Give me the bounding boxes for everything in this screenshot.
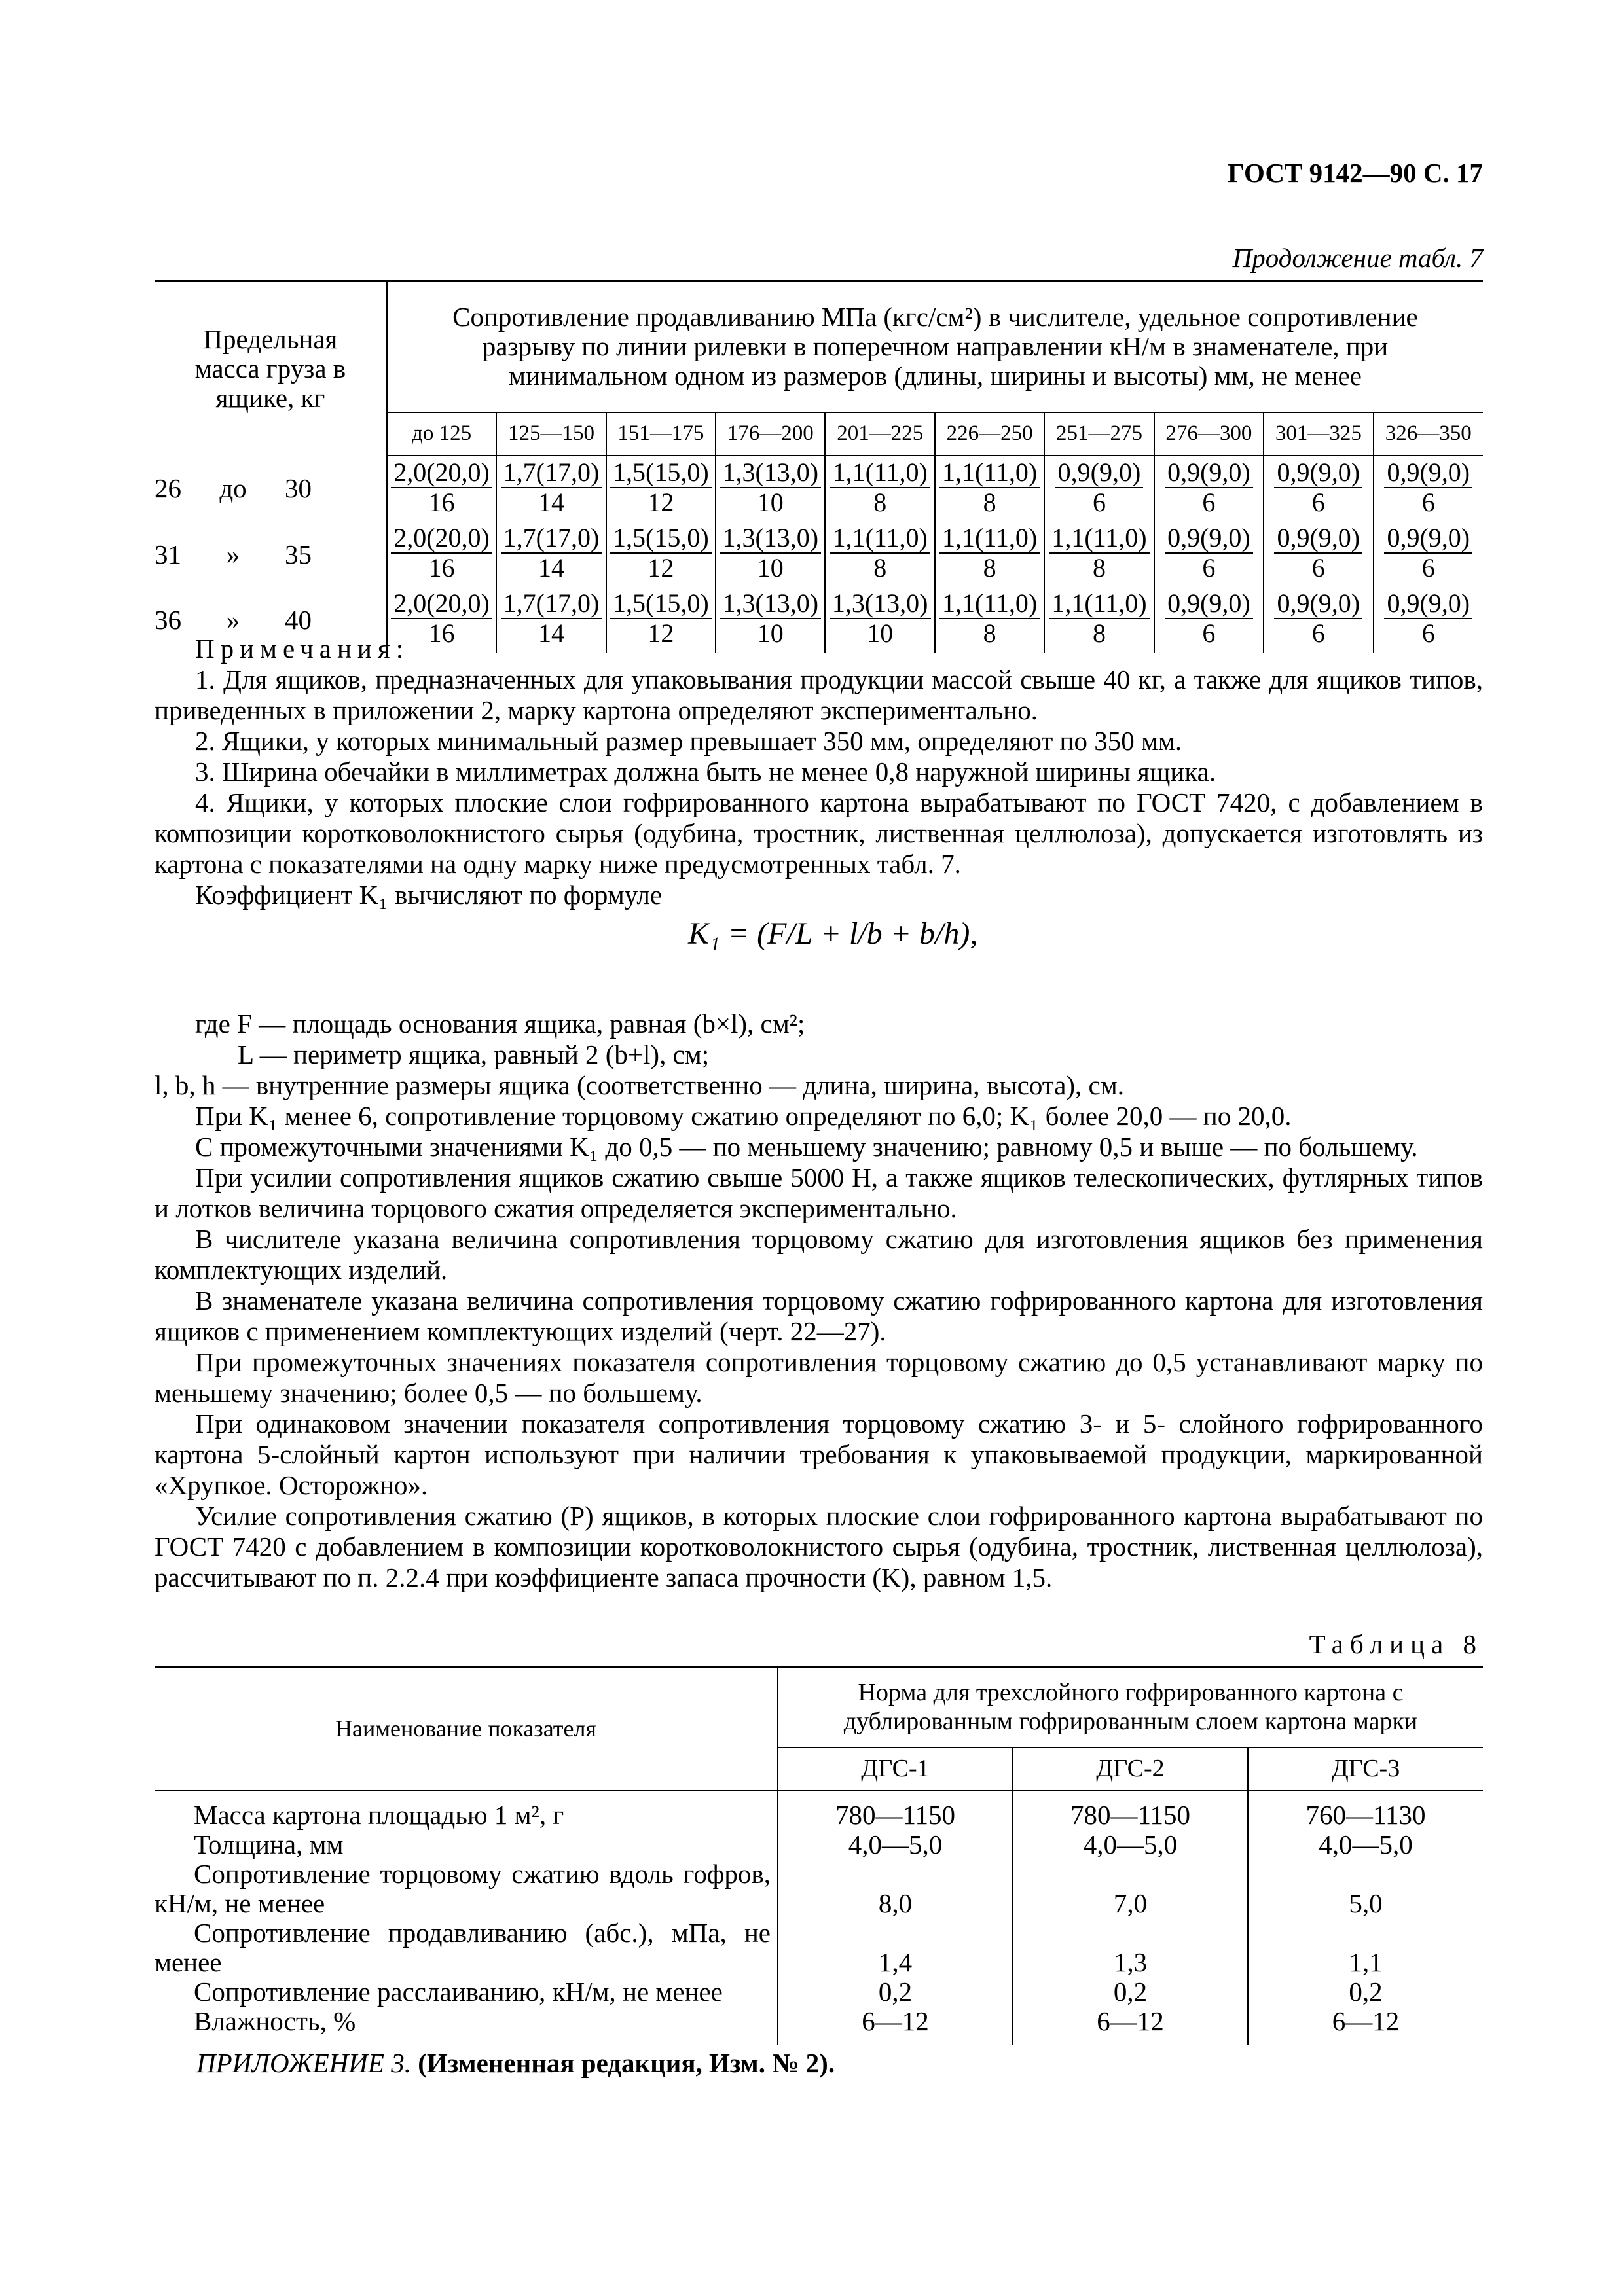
table7-cell	[496, 456, 606, 522]
paragraph-5: В знаменателе указана величина сопротивления торцовому сжатию гофрированного картона для изготовления ящиков с применением комплектующих изделий (черт. 22—27).	[155, 1285, 1483, 1346]
size-col-7: 251—275	[1044, 412, 1154, 456]
mass-from: 36	[155, 604, 181, 635]
mass-range	[155, 456, 387, 522]
indicator-value: 0,2	[778, 1977, 1013, 2007]
denominator: 6	[1092, 488, 1106, 518]
numerator: 1,5(15,0)	[610, 459, 712, 489]
denominator: 8	[873, 488, 887, 518]
numerator: 2,0(20,0)	[391, 459, 492, 489]
notes-title: Примечания:	[195, 634, 410, 664]
fraction-value	[1274, 522, 1362, 583]
size-col-1: до 125	[387, 412, 496, 456]
appendix-text: (Измененная редакция, Изм. № 2).	[418, 2048, 835, 2078]
table8-row	[155, 1918, 1483, 1977]
indicator-name: Масса картона площадью 1 м², г	[155, 1791, 778, 1830]
size-col-2: 125—150	[496, 412, 606, 456]
fraction-value	[720, 522, 821, 583]
indicator-value: 4,0—5,0	[1319, 1829, 1413, 1859]
paragraph-3: При усилии сопротивления ящиков сжатию свыше 5000 Н, а также ящиков телескопических, футлярных типов и лотков величина торцового сжатия определяется экспериментально.	[155, 1162, 1483, 1223]
denominator: 6	[1311, 553, 1325, 583]
fraction-value	[1165, 522, 1253, 583]
table7-cell	[716, 522, 825, 587]
mass-from: 26	[155, 473, 181, 503]
table7-cell	[1264, 456, 1373, 522]
mass-sep: »	[226, 604, 240, 635]
mass-sep: до	[219, 473, 247, 503]
size-col-9: 301—325	[1264, 412, 1373, 456]
table8-row	[155, 1977, 1483, 2007]
indicator-name: Влажность, %	[155, 2007, 778, 2045]
indicator-value: 0,2	[1349, 1977, 1383, 2007]
grade-dgs-3: ДГС-3	[1248, 1748, 1483, 1791]
numerator: 1,1(11,0)	[830, 459, 930, 489]
denominator: 10	[757, 553, 784, 583]
indicator-value: 6—12	[1013, 2007, 1248, 2045]
fraction-value	[501, 459, 602, 517]
note-1: 1. Для ящиков, предназначенных для упаковывания продукции массой свыше 40 кг, а также для ящиков типов, приведенных в приложении 2, марку картона определяют экспериментально.	[155, 664, 1483, 725]
numerator: 2,0(20,0)	[391, 590, 492, 620]
indicator-value: 1,4	[778, 1918, 1013, 1977]
denominator: 14	[538, 488, 564, 518]
mass-from: 31	[155, 539, 181, 569]
denominator: 6	[1311, 619, 1325, 649]
denominator: 8	[873, 553, 887, 583]
fraction-value	[501, 522, 602, 583]
numerator: 1,7(17,0)	[501, 525, 602, 554]
paragraph-4: В числителе указана величина сопротивления торцовому сжатию для изготовления ящиков без применения комплектующих изделий.	[155, 1224, 1483, 1285]
numerator: 1,1(11,0)	[939, 459, 1040, 489]
mass-range	[155, 522, 387, 587]
denominator: 8	[983, 619, 996, 649]
indicator-value: 5,0	[1349, 1888, 1383, 1918]
table7-cell	[1374, 522, 1483, 587]
numerator: 1,3(13,0)	[720, 525, 821, 554]
table8-row	[155, 1791, 1483, 1830]
denominator: 6	[1202, 553, 1216, 583]
mass-sep: »	[226, 539, 240, 569]
fraction-value	[830, 522, 930, 583]
numerator: 1,5(15,0)	[610, 525, 712, 554]
numerator: 2,0(20,0)	[391, 525, 492, 554]
table7-cell	[606, 522, 716, 587]
size-col-8: 276—300	[1154, 412, 1264, 456]
denominator: 12	[647, 619, 674, 649]
indicator-value: 4,0—5,0	[1013, 1830, 1248, 1859]
indicator-value: 760—1130	[1305, 1800, 1426, 1830]
fraction-value	[1055, 459, 1144, 517]
fraction-value	[391, 459, 492, 517]
appendix-note	[196, 2047, 835, 2079]
indicator-value: 7,0	[1013, 1859, 1248, 1918]
indicator-value: 4,0—5,0	[778, 1830, 1013, 1859]
table8-body	[155, 1791, 1483, 2045]
table-8	[155, 1666, 1483, 2045]
table7-cell	[496, 522, 606, 587]
numerator: 1,3(13,0)	[720, 459, 821, 489]
denominator: 10	[867, 619, 894, 649]
denominator: 8	[1093, 619, 1106, 649]
table7-cell	[1374, 456, 1483, 522]
numerator: 1,1(11,0)	[830, 525, 930, 554]
numerator: 0,9(9,0)	[1274, 459, 1362, 489]
numerator: 0,9(9,0)	[1384, 459, 1472, 489]
fraction-value	[1274, 459, 1362, 517]
mass-to: 40	[285, 604, 312, 635]
numerator: 0,9(9,0)	[1384, 525, 1472, 554]
denominator: 6	[1202, 619, 1216, 649]
where-line-3: l, b, h — внутренние размеры ящика (соответственно — длина, ширина, высота), см.	[155, 1070, 1124, 1100]
table7-header-mass: Предельная масса груза в ящике, кг	[155, 281, 387, 456]
fraction-value	[1165, 459, 1253, 517]
fraction-value	[1384, 522, 1472, 583]
formula-k1: K₁ = (F/L + l/b + b/h),	[688, 916, 978, 951]
denominator: 8	[1093, 553, 1106, 583]
fraction-value	[1049, 522, 1149, 583]
notes-section	[155, 634, 1483, 1593]
indicator-value: 780—1150	[1013, 1791, 1248, 1830]
fraction-value	[610, 522, 712, 583]
denominator: 6	[1421, 488, 1435, 518]
denominator: 6	[1311, 488, 1325, 518]
note-2: 2. Ящики, у которых минимальный размер превышает 350 мм, определяют по 350 мм.	[195, 726, 1182, 756]
table7-cell	[387, 456, 496, 522]
numerator: 1,1(11,0)	[1049, 590, 1149, 620]
denominator: 10	[757, 488, 784, 518]
numerator: 1,3(13,0)	[720, 590, 821, 620]
table7-row	[155, 456, 1483, 522]
table8-row	[155, 1859, 1483, 1918]
table-continuation-label: Продолжение табл. 7	[1232, 243, 1483, 273]
fraction-value	[1384, 459, 1472, 517]
table7-cell	[1044, 456, 1154, 522]
numerator: 0,9(9,0)	[1274, 590, 1362, 620]
table7-cell	[1154, 522, 1264, 587]
numerator: 0,9(9,0)	[1055, 459, 1144, 489]
denominator: 10	[757, 619, 784, 649]
page-header: ГОСТ 9142—90 С. 17	[1227, 158, 1483, 188]
denominator: 6	[1202, 488, 1216, 518]
numerator: 0,9(9,0)	[1165, 525, 1253, 554]
size-col-6: 226—250	[935, 412, 1044, 456]
denominator: 14	[538, 553, 564, 583]
table7-cell	[387, 522, 496, 587]
paragraph-2: С промежуточными значениями K₁ до 0,5 — по меньшему значению; равному 0,5 и выше — по большему.	[195, 1132, 1418, 1162]
table8-header-norm: Норма для трехслойного гофрированного картона с дублированным гофрированным слоем картона марки	[778, 1668, 1483, 1748]
table7-cell	[825, 456, 934, 522]
table8-row	[155, 1830, 1483, 1859]
numerator: 1,5(15,0)	[610, 590, 712, 620]
coefficient-intro: Коэффициент K₁ вычисляют по формуле	[195, 880, 663, 910]
indicator-value: 780—1150	[778, 1791, 1013, 1830]
table8-row	[155, 2007, 1483, 2045]
where-line-1: где F — площадь основания ящика, равная (b×l), см²;	[195, 1009, 805, 1039]
mass-to: 35	[285, 539, 312, 569]
numerator: 0,9(9,0)	[1274, 525, 1362, 554]
paragraph-1: При K₁ менее 6, сопротивление торцовому сжатию определяют по 6,0; K₁ более 20,0 — по 20,0.	[195, 1101, 1292, 1131]
indicator-name: Сопротивление расслаиванию, кН/м, не менее	[155, 1977, 778, 2007]
table7-cell	[1044, 522, 1154, 587]
paragraph-6: При промежуточных значениях показателя сопротивления торцовому сжатию до 0,5 устанавливают марку по меньшему значению; более 0,5 — по большему.	[155, 1347, 1483, 1408]
where-line-2: L — периметр ящика, равный 2 (b+l), см;	[238, 1039, 710, 1069]
numerator: 1,7(17,0)	[501, 590, 602, 620]
indicator-name: Толщина, мм	[155, 1830, 778, 1859]
table7-cell	[716, 456, 825, 522]
table7-cell	[606, 456, 716, 522]
table7-cell	[935, 522, 1044, 587]
numerator: 1,1(11,0)	[1049, 525, 1149, 554]
size-col-5: 201—225	[825, 412, 934, 456]
numerator: 0,9(9,0)	[1165, 590, 1253, 620]
indicator-name: Сопротивление продавливанию (абс.), мПа, не менее	[155, 1918, 778, 1977]
table7-cell	[825, 522, 934, 587]
appendix-label: ПРИЛОЖЕНИЕ 3.	[196, 2048, 411, 2078]
denominator: 16	[428, 488, 455, 518]
denominator: 6	[1421, 553, 1435, 583]
table7-cell	[1264, 522, 1373, 587]
indicator-value: 1,3	[1013, 1918, 1248, 1977]
denominator: 8	[983, 488, 996, 518]
denominator: 16	[428, 553, 455, 583]
fraction-value	[610, 459, 712, 517]
indicator-value: 6—12	[1332, 2006, 1400, 2036]
table8-header-name: Наименование показателя	[155, 1668, 778, 1791]
note-3: 3. Ширина обечайки в миллиметрах должна быть не менее 0,8 наружной ширины ящика.	[195, 757, 1216, 787]
numerator: 1,1(11,0)	[939, 590, 1040, 620]
mass-to: 30	[285, 473, 312, 503]
paragraph-8: Усилие сопротивления сжатию (P) ящиков, в которых плоские слои гофрированного картона вырабатывают по ГОСТ 7420 с добавлением в композиции коротковолокнистого сырья (одубина, тростник, лиственная целлюлоза), рассчитывают по п. 2.2.4 при коэффициенте запаса прочности (K), равном 1,5.	[155, 1501, 1483, 1592]
numerator: 0,9(9,0)	[1165, 459, 1253, 489]
fraction-value	[939, 522, 1040, 583]
fraction-value	[720, 459, 821, 517]
denominator: 6	[1421, 619, 1435, 649]
formula	[155, 910, 1483, 1009]
fraction-value	[391, 522, 492, 583]
denominator: 12	[647, 488, 674, 518]
indicator-name: Сопротивление торцовому сжатию вдоль гофров, кН/м, не менее	[155, 1859, 778, 1918]
indicator-value: 0,2	[1013, 1977, 1248, 2007]
indicator-value: 8,0	[778, 1859, 1013, 1918]
indicator-value: 6—12	[778, 2007, 1013, 2045]
fraction-value	[830, 459, 930, 517]
denominator: 16	[428, 619, 455, 649]
numerator: 1,7(17,0)	[501, 459, 602, 489]
table7-cell	[1154, 456, 1264, 522]
numerator: 0,9(9,0)	[1384, 590, 1472, 620]
indicator-value: 1,1	[1349, 1947, 1383, 1977]
denominator: 14	[538, 619, 564, 649]
size-col-4: 176—200	[716, 412, 825, 456]
paragraph-7: При одинаковом значении показателя сопротивления торцовому сжатию 3- и 5- слойного гофрированного картона 5-слойный картон используют при наличии требования к упаковываемой продукции, маркированной «Хрупкое. Осторожно».	[155, 1408, 1483, 1500]
size-col-3: 151—175	[606, 412, 716, 456]
size-col-10: 326—350	[1374, 412, 1483, 456]
table7-cell	[935, 456, 1044, 522]
table8-caption: Таблица 8	[1309, 1629, 1483, 1659]
numerator: 1,3(13,0)	[830, 590, 931, 620]
grade-dgs-2: ДГС-2	[1013, 1748, 1248, 1791]
note-4: 4. Ящики, у которых плоские слои гофрированного картона вырабатывают по ГОСТ 7420, с добавлением в композиции коротковолокнистого сырья (одубина, тростник, лиственная целлюлоза), допускается изготовлять из картона с показателями на одну марку ниже предусмотренных табл. 7.	[155, 787, 1483, 879]
denominator: 8	[983, 553, 996, 583]
table7-header-main: Сопротивление продавливанию МПа (кгс/см²) в числителе, удельное сопротивление разрыву по линии рилевки в поперечном направлении кН/м в знаменателе, при минимальном одном из размеров (длины, ширины и высоты) мм, не менее	[452, 302, 1418, 391]
fraction-value	[939, 459, 1040, 517]
table7-row	[155, 522, 1483, 587]
table7-body	[155, 456, 1483, 653]
table-7	[155, 280, 1483, 653]
grade-dgs-1: ДГС-1	[778, 1748, 1013, 1791]
numerator: 1,1(11,0)	[939, 525, 1040, 554]
denominator: 12	[647, 553, 674, 583]
